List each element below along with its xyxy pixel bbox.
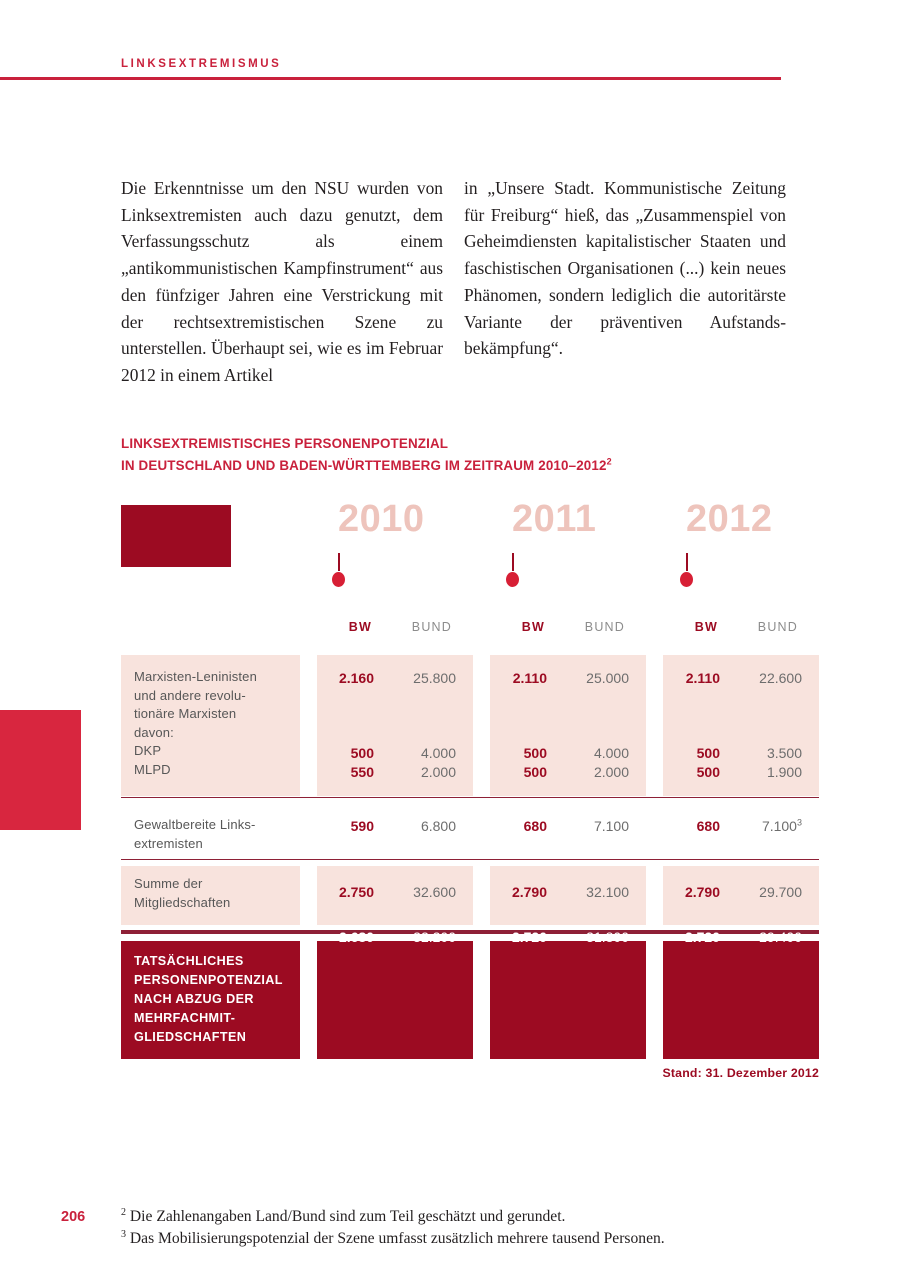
body-paragraph-left: Die Erkenntnisse um den NSU wurden von Linksextremisten auch dazu genutzt, dem Verfassungsschutz als einem „antikommunistischen Kampfinstrument“ aus den fünfziger Jahren eine Verstrickung mit der rechtsextremistischen Szene zu unterstellen. Überhaupt sei, wie es im Februar 2012 in einem Artikel (121, 178, 443, 385)
year-dot-2011 (506, 572, 519, 587)
col-header-2012-bw: BW (694, 620, 718, 634)
table-stand-note: Stand: 31. Dezember 2012 (662, 1066, 819, 1080)
cell-row2-2012-bund: 7.100$^3$ (761, 817, 802, 834)
footnote-2-marker: 2 (121, 1206, 126, 1218)
cell-mlpd-2010-bund: 2.000 (420, 764, 456, 780)
cell-row2-2012-bw: 680 (696, 818, 720, 834)
cell-dkp-2011-bw: 500 (523, 745, 547, 761)
cell-row1-2011-bw: 2.110 (512, 670, 547, 686)
cell-mlpd-2011-bw: 500 (523, 764, 547, 780)
cell-row3-2010-bund: 32.600 (413, 884, 456, 900)
row-divider-2 (121, 859, 819, 860)
cell-dkp-2012-bw: 500 (696, 745, 720, 761)
cell-dkp-2010-bund: 4.000 (420, 745, 456, 761)
row4-block-2012 (663, 941, 819, 1059)
row-divider-1 (121, 797, 819, 798)
col-header-2011-bund: BUND (584, 620, 625, 634)
running-head: LINKSEXTREMISMUS (121, 58, 282, 70)
row3-label: Summe der Mitgliedschaften (134, 876, 231, 910)
cell-row3-2011-bw: 2.790 (511, 884, 547, 900)
cell-row3-2011-bund: 32.100 (586, 884, 629, 900)
cell-row2-2010-bund: 6.800 (420, 818, 456, 834)
col-header-2010-bw: BW (348, 620, 372, 634)
year-dot-2012 (680, 572, 693, 587)
table-title-footnote-marker: 2 (606, 456, 612, 467)
year-tick-2012 (686, 553, 688, 571)
table-header-block (121, 505, 231, 567)
cell-dkp-2012-bund: 3.500 (766, 745, 802, 761)
cell-row2-2011-bw: 680 (523, 818, 547, 834)
footnote-3-marker: 3 (121, 1228, 126, 1240)
cell-row4-2011-bund: 31.800 (586, 929, 629, 945)
cell-row4-2010-bund: 32.200 (413, 929, 456, 945)
cell-row3-2010-bw: 2.750 (338, 884, 374, 900)
cell-row4-2012-bund: 29.400 (759, 929, 802, 945)
cell-row1-2010-bund: 25.800 (413, 670, 456, 686)
cell-row1-2012-bund: 22.600 (759, 670, 802, 686)
cell-row2-2010-bw: 590 (350, 818, 374, 834)
body-paragraph-right: in „Unsere Stadt. Kommunistische Zeitung für Freiburg“ hieß, das „Zusammenspiel von Geheimdiensten kapitalistischer Staaten und faschistischen Organisationen (...) kein neues Phänomen, sondern lediglich die autoritärste Variante der präventiven Aufstandsbekämpfung“. (464, 178, 786, 359)
cell-row1-2011-bund: 25.000 (586, 670, 629, 686)
year-label-2012: 2012 (686, 498, 773, 540)
cell-mlpd-2012-bund: 1.900 (766, 764, 802, 780)
row4-block-2010 (317, 941, 473, 1059)
cell-mlpd-2010-bw: 550 (350, 764, 374, 780)
table-title-line1: LINKSEXTREMISTISCHES PERSONENPOTENZIAL (121, 436, 449, 451)
cell-row4-2012-bw: 2.720 (684, 929, 720, 945)
col-header-2010-bund: BUND (411, 620, 452, 634)
page-number: 206 (61, 1209, 86, 1225)
cell-mlpd-2012-bw: 500 (696, 764, 720, 780)
year-label-2010: 2010 (338, 498, 425, 540)
section-bleed-tab (0, 710, 81, 830)
footnote-3: $^3$ Das Mobilisierungspotenzial der Szene umfasst zusätzlich mehrere tausend Personen. (121, 1228, 665, 1247)
row2-label: Gewaltbereite Links- extremisten (134, 817, 256, 851)
footnotes (121, 1206, 821, 1250)
row1-label: Marxisten-Leninisten und andere revolu- tionäre Marxisten davon: DKP MLPD (134, 668, 304, 779)
col-header-2011-bw: BW (521, 620, 545, 634)
cell-row3-2012-bund: 29.700 (759, 884, 802, 900)
row1-sublabel-dkp: DKP (134, 743, 162, 758)
cell-row1-2012-bw: 2.110 (685, 670, 720, 686)
row4-block-2011 (490, 941, 646, 1059)
col-header-2012-bund: BUND (757, 620, 798, 634)
year-tick-2011 (512, 553, 514, 571)
table-title-line2: IN DEUTSCHLAND UND BADEN-WÜRTTEMBERG IM ZEITRAUM 2010–2012$^2$ (121, 456, 612, 473)
cell-row2-2012-bund-footnote: 3 (796, 817, 802, 828)
year-dot-2010 (332, 572, 345, 587)
year-label-2011: 2011 (512, 498, 597, 540)
footnote-2: $^2$ Die Zahlenangaben Land/Bund sind zum Teil geschätzt und gerundet. (121, 1206, 566, 1225)
cell-row4-2010-bw: 2.680 (338, 929, 374, 945)
cell-row4-2011-bw: 2.720 (511, 929, 547, 945)
cell-row2-2011-bund: 7.100 (593, 818, 629, 834)
row1-sublabel-mlpd: MLPD (134, 761, 171, 777)
year-tick-2010 (338, 553, 340, 571)
cell-dkp-2011-bund: 4.000 (593, 745, 629, 761)
row4-label: TATSÄCHLICHES PERSONENPOTENZIAL NACH ABZUG DER MEHRFACHMIT- GLIEDSCHAFTEN (134, 954, 283, 1044)
cell-row3-2012-bw: 2.790 (684, 884, 720, 900)
cell-mlpd-2011-bund: 2.000 (593, 764, 629, 780)
cell-row1-2010-bw: 2.160 (338, 670, 374, 686)
cell-dkp-2010-bw: 500 (350, 745, 374, 761)
